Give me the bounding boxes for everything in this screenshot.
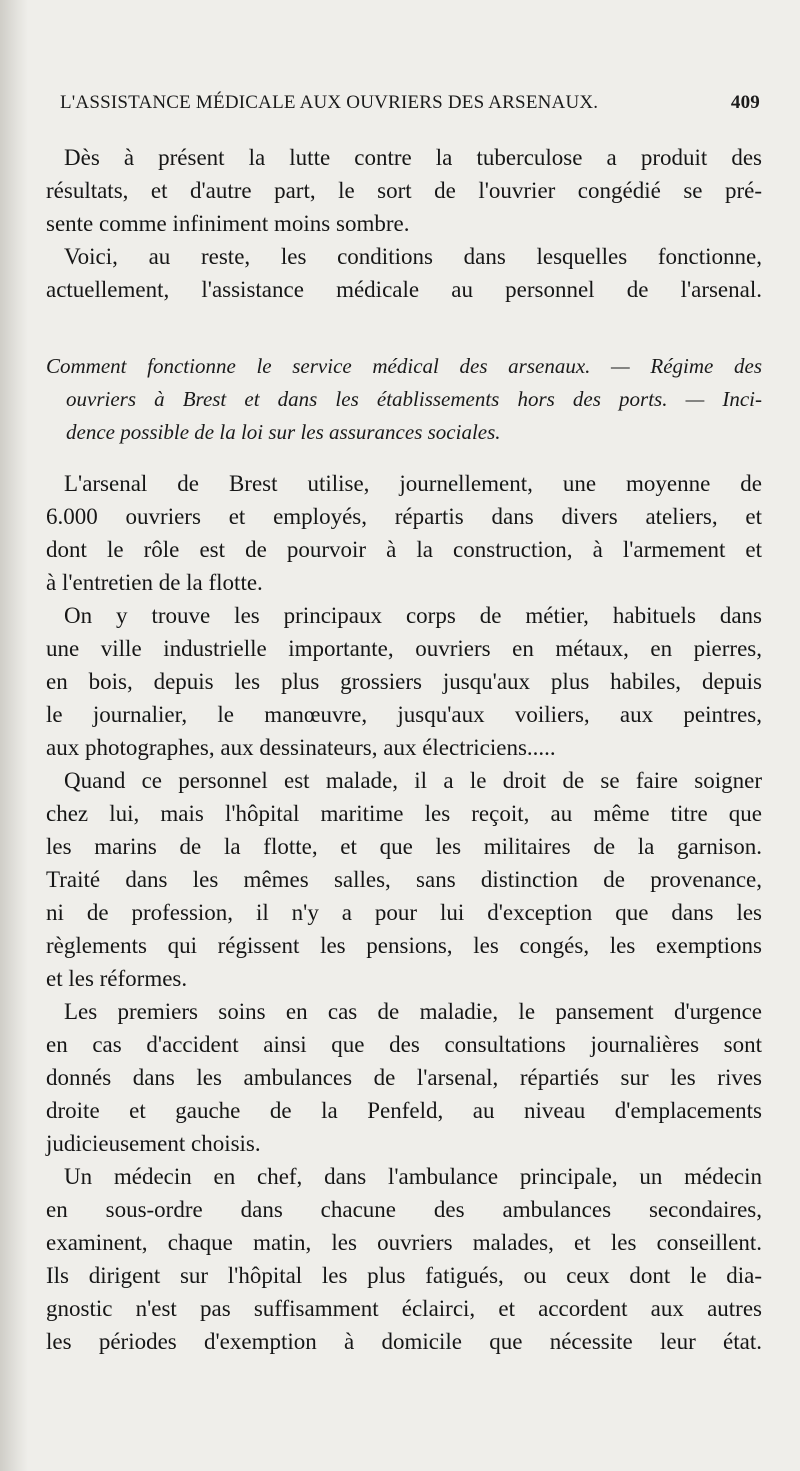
text-line: 6.000 ouvriers et employés, répartis dans divers ateliers, et: [46, 504, 762, 529]
text-line: à l'entretien de la flotte.: [46, 570, 263, 595]
section-heading-line: ouvriers à Brest et dans les établissements hors des ports. — Inci-: [66, 387, 762, 411]
text-line: examinent, chaque matin, les ouvriers malades, et les conseillent.: [46, 1230, 762, 1255]
text-line: L'arsenal de Brest utilise, journellement, une moyenne de: [64, 471, 762, 496]
text-line: ni de profession, il n'y a pour lui d'exception que dans les: [46, 900, 762, 925]
text-line: Voici, au reste, les conditions dans lesquelles fonctionne,: [64, 244, 762, 269]
text-line: les marins de la flotte, et que les militaires de la garnison.: [46, 834, 762, 859]
running-head-title: L'ASSISTANCE MÉDICALE AUX OUVRIERS DES ARSENAUX.: [60, 92, 599, 113]
text-line: en bois, depuis les plus grossiers jusqu'aux plus habiles, depuis: [46, 669, 762, 694]
text-line: judicieusement choisis.: [46, 1131, 261, 1156]
text-line: aux photographes, aux dessinateurs, aux électriciens.....: [46, 735, 556, 760]
text-line: en cas d'accident ainsi que des consultations journalières sont: [46, 1032, 762, 1057]
text-line: Traité dans les mêmes salles, sans distinction de provenance,: [46, 867, 762, 892]
page-number: 409: [730, 92, 760, 113]
section-heading-line: dence possible de la loi sur les assurances sociales.: [66, 420, 501, 444]
section-heading-line: Comment fonctionne le service médical des arsenaux. — Régime des: [46, 354, 762, 378]
text-line: donnés dans les ambulances de l'arsenal, répartiés sur les rives: [46, 1065, 762, 1090]
text-line: les périodes d'exemption à domicile que nécessite leur état.: [46, 1329, 762, 1354]
text-line: dont le rôle est de pourvoir à la construction, à l'armement et: [46, 537, 762, 562]
text-line: gnostic n'est pas suffisamment éclairci, et accordent aux autres: [46, 1296, 762, 1321]
text-line: On y trouve les principaux corps de métier, habituels dans: [64, 603, 762, 628]
text-line: droite et gauche de la Penfeld, au niveau d'emplacements: [46, 1098, 762, 1123]
page-edge-shadow: [0, 0, 28, 1471]
text-line: actuellement, l'assistance médicale au personnel de l'arsenal.: [46, 277, 762, 302]
text-line: résultats, et d'autre part, le sort de l'ouvrier congédié se pré-: [46, 178, 762, 203]
text-line: règlements qui régissent les pensions, les congés, les exemptions: [46, 933, 762, 958]
text-line: chez lui, mais l'hôpital maritime les reçoit, au même titre que: [46, 801, 762, 826]
text-line: Dès à présent la lutte contre la tuberculose a produit des: [64, 145, 762, 170]
text-line: en sous-ordre dans chacune des ambulances secondaires,: [46, 1197, 762, 1222]
text-line: une ville industrielle importante, ouvriers en métaux, en pierres,: [46, 636, 762, 661]
text-line: Un médecin en chef, dans l'ambulance principale, un médecin: [64, 1164, 762, 1189]
text-line: Les premiers soins en cas de maladie, le pansement d'urgence: [64, 999, 762, 1024]
text-line: sente comme infiniment moins sombre.: [46, 211, 410, 236]
text-line: Quand ce personnel est malade, il a le droit de se faire soigner: [64, 768, 762, 793]
text-line: Ils dirigent sur l'hôpital les plus fatigués, ou ceux dont le dia-: [46, 1263, 762, 1288]
text-line: et les réformes.: [46, 966, 188, 991]
text-line: le journalier, le manœuvre, jusqu'aux voiliers, aux peintres,: [46, 702, 762, 727]
